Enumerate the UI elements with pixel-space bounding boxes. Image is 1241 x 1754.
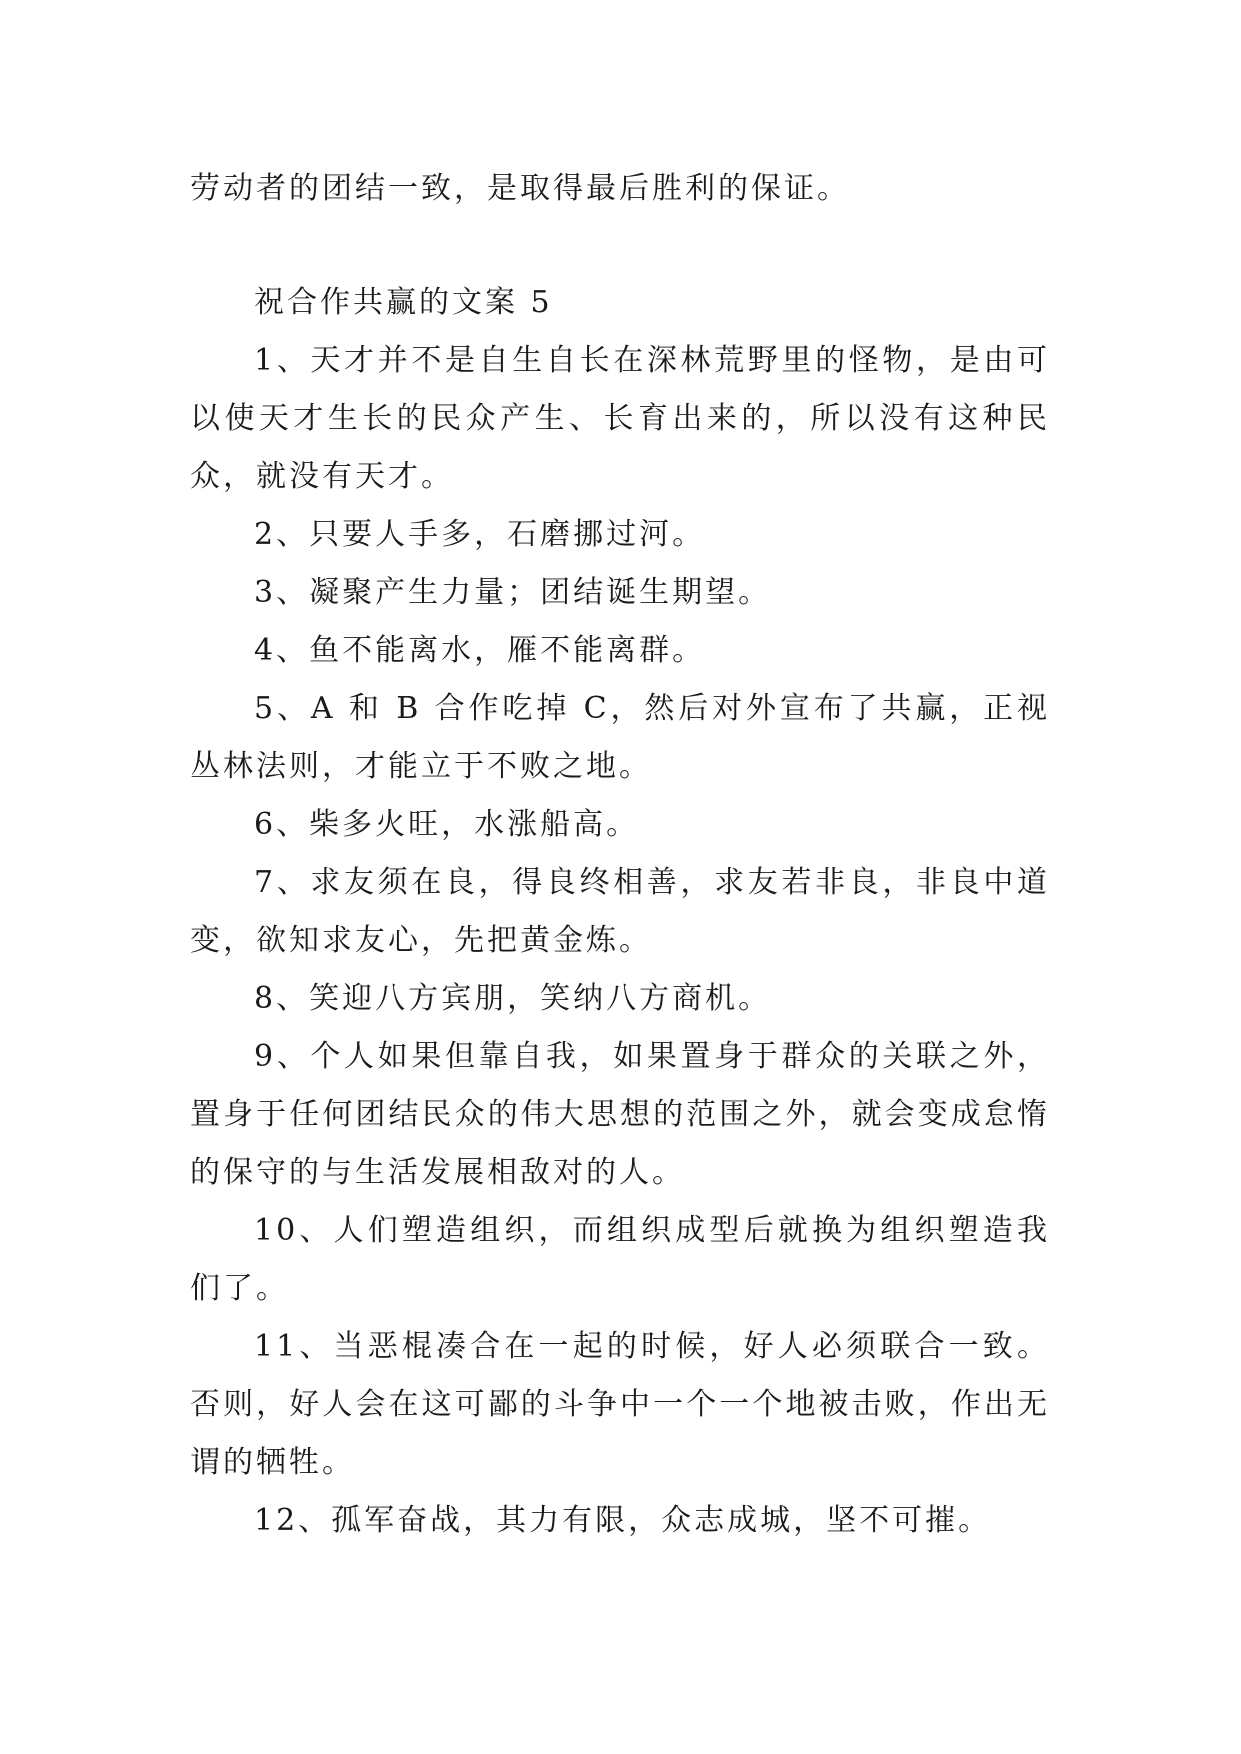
list-item: 9、个人如果但靠自我，如果置身于群众的关联之外，置身于任何团结民众的伟大思想的范围之外，就会变成怠惰的保守的与生活发展相敌对的人。 <box>190 1039 1050 1190</box>
list-item: 2、只要人手多，石磨挪过河。 <box>254 517 706 552</box>
list-item: 6、柴多火旺，水涨船高。 <box>254 807 640 842</box>
list-item: 8、笑迎八方宾朋，笑纳八方商机。 <box>254 981 772 1016</box>
list-item: 12、孤军奋战，其力有限，众志成城，坚不可摧。 <box>254 1503 992 1538</box>
list-item: 10、人们塑造组织，而组织成型后就换为组织塑造我们了。 <box>190 1213 1050 1306</box>
list-item: 3、凝聚产生力量；团结诞生期望。 <box>254 575 772 610</box>
list-item: 11、当恶棍凑合在一起的时候，好人必须联合一致。否则，好人会在这可鄙的斗争中一个一个地被击败，作出无谓的牺牲。 <box>190 1329 1050 1480</box>
list-item: 5、A 和 B 合作吃掉 C，然后对外宣布了共赢，正视丛林法则，才能立于不败之地。 <box>190 691 1050 784</box>
document-body <box>190 160 1050 1550</box>
section-heading: 祝合作共赢的文案 5 <box>254 285 553 320</box>
list-item: 7、求友须在良，得良终相善，求友若非良，非良中道变，欲知求友心，先把黄金炼。 <box>190 865 1050 958</box>
list-item: 4、鱼不能离水，雁不能离群。 <box>254 633 706 668</box>
intro-line: 劳动者的团结一致，是取得最后胜利的保证。 <box>190 171 850 206</box>
list-item: 1、天才并不是自生自长在深林荒野里的怪物，是由可以使天才生长的民众产生、长育出来的，所以没有这种民众，就没有天才。 <box>190 343 1050 494</box>
